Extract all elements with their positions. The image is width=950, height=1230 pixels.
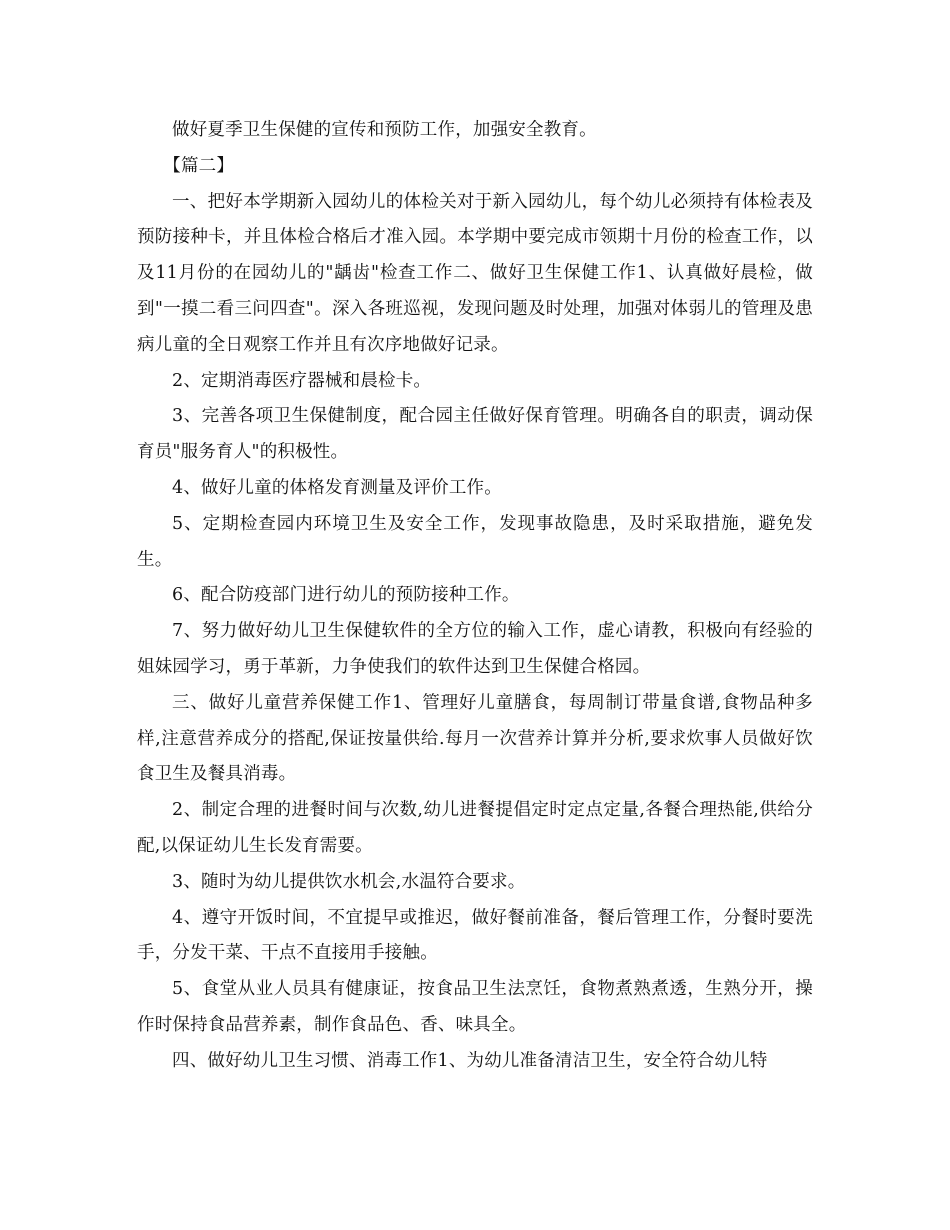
paragraph-3: 2、定期消毒医疗器械和晨检卡。 [172,370,432,391]
paragraph-11: 3、随时为幼儿提供饮水机会,水温符合要求。 [172,871,526,892]
paragraph-10: 2、制定合理的进餐时间与次数,幼儿进餐提倡定时定点定量,各餐合理热能,供给分配,以保证幼儿生长发育需要。 [137,800,813,856]
paragraph-14: 四、做好幼儿卫生习惯、消毒工作1、为幼儿准备清洁卫生，安全符合幼儿特 [172,1050,768,1071]
paragraph-5: 4、做好儿童的体格发育测量及评价工作。 [172,477,502,498]
document-body [137,113,813,1080]
paragraph-9: 三、做好儿童营养保健工作1、管理好儿童膳食，每周制订带量食谱,食物品种多样,注意营养成分的搭配,保证按量供给.每月一次营养计算并分析,要求炊事人员做好饮食卫生及餐具消毒。 [137,692,813,785]
paragraph-13: 5、食堂从业人员具有健康证，按食品卫生法烹饪，食物煮熟煮透，生熟分开，操作时保持食品营养素，制作食品色、香、味具全。 [137,979,813,1035]
paragraph-2: 一、把好本学期新入园幼儿的体检关对于新入园幼儿，每个幼儿必须持有体检表及预防接种卡，并且体检合格后才准入园。本学期中要完成市领期十月份的检查工作，以及11月份的在园幼儿的"龋齿"检查工作二、做好卫生保健工作1、认真做好晨检，做到"一摸二看三问四查"。深入各班巡视，发现问题及时处理，加强对体弱儿的管理及患病儿童的全日观察工作并且有次序地做好记录。 [137,191,813,355]
paragraph-6: 5、定期检查园内环境卫生及安全工作，发现事故隐患，及时采取措施，避免发生。 [137,513,813,570]
paragraph-1: 做好夏季卫生保健的宣传和预防工作，加强安全教育。 [172,120,597,140]
section-heading: 【篇二】 [163,155,235,176]
paragraph-8: 7、努力做好幼儿卫生保健软件的全方位的输入工作，虚心请教，积极向有经验的姐妹园学习，勇于革新，力争使我们的软件达到卫生保健合格园。 [137,621,813,677]
paragraph-7: 6、配合防疫部门进行幼儿的预防接种工作。 [172,585,520,606]
paragraph-4: 3、完善各项卫生保健制度，配合园主任做好保育管理。明确各自的职责，调动保育员"服务育人"的积极性。 [137,406,813,463]
paragraph-12: 4、遵守开饭时间，不宜提早或推迟，做好餐前准备，餐后管理工作，分餐时要洗手，分发干菜、干点不直接用手接触。 [137,907,813,964]
